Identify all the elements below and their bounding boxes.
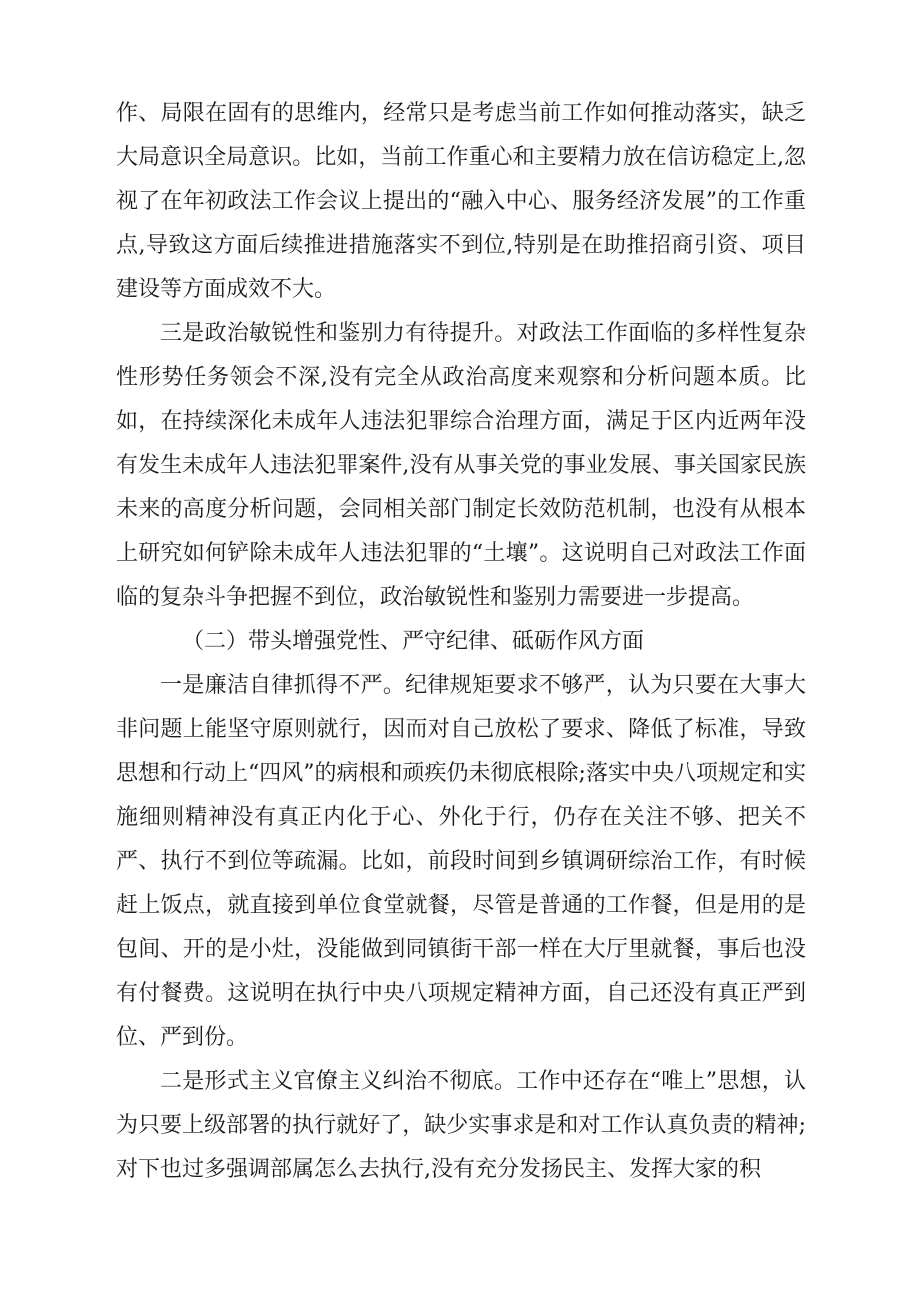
paragraph-political-sensitivity: 三是政治敏锐性和鉴别力有待提升。对政法工作面临的多样性复杂性形势任务领会不深,没有完全从政治高度来观察和分析问题本质。比如，在持续深化未成年人违法犯罪综合治理方面，满足于区内近两年没有发生未成年人违法犯罪案件,没有从事关党的事业发展、事关国家民族未来的高度分析问题，会同相关部门制定长效防范机制，也没有从根本上研究如何铲除未成年人违法犯罪的“土壤”。这说明自己对政法工作面临的复杂斗争把握不到位，政治敏锐性和鉴别力需要进一步提高。 (116, 321, 806, 610)
paragraph-continuation: 作、局限在固有的思维内，经常只是考虑当前工作如何推动落实，缺乏大局意识全局意识。比如，当前工作重心和主要精力放在信访稳定上,忽视了在年初政法工作会议上提出的“融入中心、服务经济发展”的工作重点,导致这方面后续推进措施落实不到位,特别是在助推招商引资、项目建设等方面成效不大。 (116, 101, 806, 302)
paragraph-integrity: 一是廉洁自律抓得不严。纪律规矩要求不够严，认为只要在大事大非问题上能坚守原则就行，因而对自己放松了要求、降低了标准，导致思想和行动上“四风”的病根和顽疾仍未彻底根除;落实中央八项规定和实施细则精神没有真正内化于心、外化于行，仍存在关注不够、把关不严、执行不到位等疏漏。比如，前段时间到乡镇调研综治工作，有时候赶上饭点，就直接到单位食堂就餐，尽管是普通的工作餐，但是用的是包间、开的是小灶，没能做到同镇街干部一样在大厅里就餐，事后也没有付餐费。这说明在执行中央八项规定精神方面，自己还没有真正严到位、严到份。 (116, 673, 806, 1050)
paragraph-formalism: 二是形式主义官僚主义纠治不彻底。工作中还存在“唯上”思想，认为只要上级部署的执行就好了，缺少实事求是和对工作认真负责的精神;对下也过多强调部属怎么去执行,没有充分发扬民主、发挥大家的积 (116, 1069, 806, 1182)
section-heading: （二）带头增强党性、严守纪律、砥砺作风方面 (182, 629, 645, 654)
document-body (116, 92, 806, 1192)
